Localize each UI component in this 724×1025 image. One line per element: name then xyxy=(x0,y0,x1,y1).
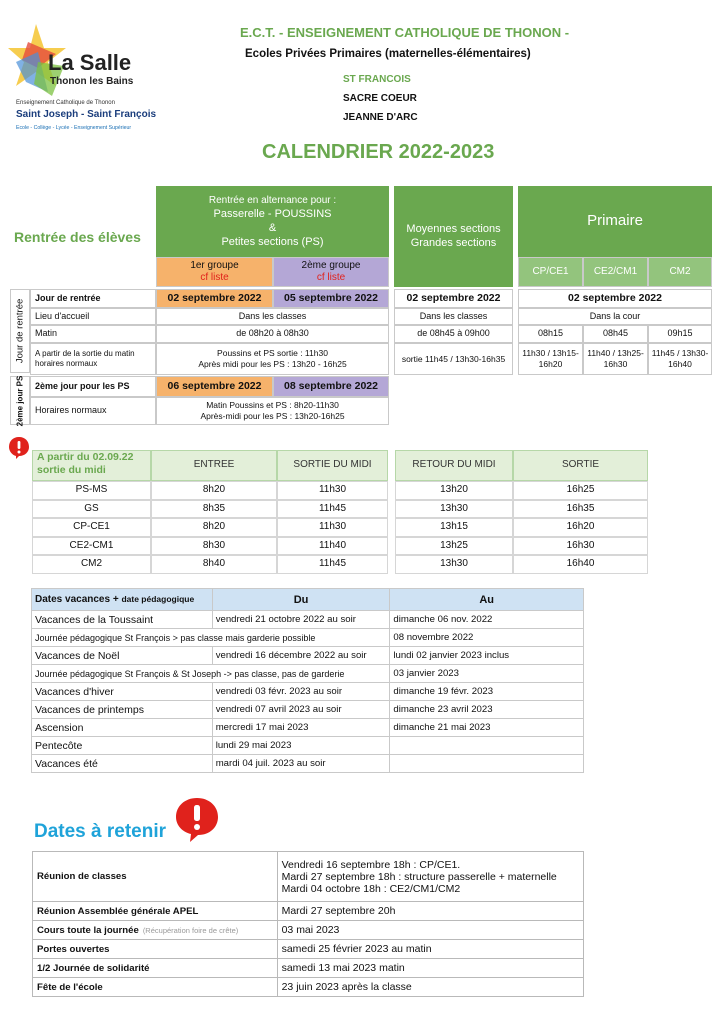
vacances-header-au: Au xyxy=(390,589,584,611)
horaires-header-sortie-midi: SORTIE DU MIDI xyxy=(277,450,388,481)
vacances-header-du: Du xyxy=(212,589,390,611)
horaires-cell-sortie-midi: 11h30 xyxy=(277,518,388,537)
vacances-au: dimanche 21 mai 2023 xyxy=(390,719,584,737)
retenir-label-cell xyxy=(33,959,278,978)
rentree-title: Rentrée des élèves xyxy=(14,229,141,245)
g2-2eme-date: 08 septembre 2022 xyxy=(273,376,389,397)
retenir-value-line: 23 juin 2023 après la classe xyxy=(281,981,412,993)
group2-label: 2ème groupe xyxy=(301,259,361,271)
prim-date: 02 septembre 2022 xyxy=(518,289,712,308)
ps-sortie-line1: Poussins et PS sortie : 11h30 xyxy=(217,348,328,359)
side-label-jour: Jour de rentrée xyxy=(14,298,26,364)
vacances-row xyxy=(32,737,584,755)
vacances-row xyxy=(32,683,584,701)
horaires-header-sortie: SORTIE xyxy=(513,450,648,481)
prim-matin-cm2: 09h15 xyxy=(648,325,712,343)
vacances-au: dimanche 23 avril 2023 xyxy=(390,701,584,719)
retenir-row xyxy=(33,978,584,997)
group-header-line4: Petites sections (PS) xyxy=(221,236,324,249)
retenir-value-line: samedi 25 février 2023 au matin xyxy=(281,943,432,955)
logo-tagline: Enseignement Catholique de Thonon xyxy=(16,100,115,106)
horaires-cell-entree: 8h40 xyxy=(151,555,277,574)
retenir-value xyxy=(277,959,583,978)
ms-matin: de 08h45 à 09h00 xyxy=(394,325,513,343)
retenir-value-line: Mardi 27 septembre 18h : structure passerelle + maternelle xyxy=(281,870,557,883)
retenir-note: (Récupération foire de crête) xyxy=(142,925,239,935)
retenir-label: Portes ouvertes xyxy=(37,943,110,955)
prim-sortie-cp: 11h30 / 13h15-16h20 xyxy=(518,343,583,375)
primaire-class-cp-ce1: CP/CE1 xyxy=(518,257,583,287)
g2-date: 05 septembre 2022 xyxy=(273,289,389,308)
calendar-title: CALENDRIER 2022-2023 xyxy=(262,141,495,163)
ms-sortie: sortie 11h45 / 13h30-16h35 xyxy=(394,343,513,375)
vacances-label: Vacances de la Toussaint xyxy=(32,611,213,629)
page-subtitle: Ecoles Privées Primaires (maternelles-élémentaires) xyxy=(245,48,531,60)
retenir-row xyxy=(33,940,584,959)
side-label-2eme-box xyxy=(10,376,30,425)
horaires-cell-retour: 13h20 xyxy=(395,481,513,500)
vacances-row xyxy=(32,611,584,629)
retenir-label: 1/2 Journée de solidarité xyxy=(37,962,150,974)
school-st-francois: ST FRANCOIS xyxy=(343,74,411,85)
vacances-row xyxy=(32,647,584,665)
school-jeanne-darc: JEANNE D'ARC xyxy=(343,112,418,123)
vacances-du: vendredi 07 avril 2023 au soir xyxy=(212,701,390,719)
logo xyxy=(8,22,168,147)
alert-icon-small xyxy=(8,436,30,460)
horaires-cell-entree: 8h20 xyxy=(151,518,277,537)
horaires-title-line2: sortie du midi xyxy=(37,464,106,477)
horaires-cell-label: CP-CE1 xyxy=(32,518,151,537)
vacances-du: mercredi 17 mai 2023 xyxy=(212,719,390,737)
horaires-cell-sortie-midi: 11h40 xyxy=(277,537,388,556)
moyennes-line2: Grandes sections xyxy=(410,236,497,249)
retenir-label-cell xyxy=(33,902,278,921)
retenir-label: Cours toute la journée xyxy=(37,924,139,936)
ps-matin: de 08h20 à 08h30 xyxy=(156,325,389,343)
retenir-value xyxy=(277,921,583,940)
row-label-2eme: 2ème jour pour les PS xyxy=(30,376,156,397)
group-header-line1: Rentrée en alternance pour : xyxy=(208,194,337,206)
horaires-cell-label: CM2 xyxy=(32,555,151,574)
vacances-row xyxy=(32,701,584,719)
horaires-header-retour-midi: RETOUR DU MIDI xyxy=(395,450,513,481)
vacances-header-main: Dates vacances + xyxy=(35,594,119,605)
row-label-lieu: Lieu d'accueil xyxy=(30,308,156,325)
retenir-row xyxy=(33,959,584,978)
prim-sortie-ce2: 11h40 / 13h25-16h30 xyxy=(583,343,648,375)
retenir-value xyxy=(277,852,583,902)
vacances-row xyxy=(32,755,584,773)
prim-sortie-cm2: 11h45 / 13h30-16h40 xyxy=(648,343,712,375)
ms-lieu: Dans les classes xyxy=(394,308,513,325)
group-header-line3: & xyxy=(268,221,277,234)
logo-levels: Ecole - Collège - Lycée - Enseignement Supérieur xyxy=(16,125,132,131)
vacances-du: vendredi 16 décembre 2022 au soir xyxy=(212,647,390,665)
group-header xyxy=(156,186,389,257)
horaires-cell-retour: 13h30 xyxy=(395,500,513,519)
page-title: E.C.T. - ENSEIGNEMENT CATHOLIQUE DE THONON - xyxy=(240,25,570,40)
horaires-cell-sortie-midi: 11h45 xyxy=(277,500,388,519)
side-label-2eme: 2ème jour PS xyxy=(15,375,24,426)
vacances-label: Vacances été xyxy=(32,755,213,773)
prim-matin-ce2: 08h45 xyxy=(583,325,648,343)
ms-date: 02 septembre 2022 xyxy=(394,289,513,308)
retenir-row xyxy=(33,902,584,921)
school-sacre-coeur: SACRE COEUR xyxy=(343,93,417,104)
horaires-title-line1: A partir du 02.09.22 xyxy=(37,451,134,463)
vacances-label: Vacances de Noël xyxy=(32,647,213,665)
retenir-row xyxy=(33,921,584,940)
vacances-label: Journée pédagogique St François > pas classe mais garderie possible xyxy=(32,629,390,647)
vacances-header-label xyxy=(32,589,213,611)
horaires-cell-label: CE2-CM1 xyxy=(32,537,151,556)
horaires-cell-sortie: 16h25 xyxy=(513,481,648,500)
vacances-label: Vacances de printemps xyxy=(32,701,213,719)
horaires-title xyxy=(32,450,151,481)
retenir-label: Réunion de classes xyxy=(37,871,127,882)
ps-horaires-line1: Matin Poussins et PS : 8h20-11h30 xyxy=(206,400,339,411)
horaires-cell-retour: 13h30 xyxy=(395,555,513,574)
retenir-value-line: Vendredi 16 septembre 18h : CP/CE1. xyxy=(281,858,461,871)
logo-schools: Saint Joseph - Saint François xyxy=(16,109,157,120)
horaires-cell-sortie: 16h30 xyxy=(513,537,648,556)
retenir-value-line: Mardi 04 octobre 18h : CE2/CM1/CM2 xyxy=(281,882,461,895)
group1-label: 1er groupe xyxy=(190,259,239,271)
vacances-header-small: date pédagogique xyxy=(121,594,195,604)
retenir-title: Dates à retenir xyxy=(34,821,167,842)
vacances-au xyxy=(390,755,584,773)
retenir-label: Fête de l'école xyxy=(37,981,103,993)
horaires-header-entree: ENTREE xyxy=(151,450,277,481)
retenir-value-line: samedi 13 mai 2023 matin xyxy=(281,962,405,974)
retenir-table xyxy=(32,851,584,997)
horaires-cell-entree: 8h30 xyxy=(151,537,277,556)
primaire-header: Primaire xyxy=(518,186,712,257)
vacances-row xyxy=(32,665,584,683)
logo-city: Thonon les Bains xyxy=(50,76,134,87)
retenir-label-cell xyxy=(33,921,278,940)
g1-2eme-date: 06 septembre 2022 xyxy=(156,376,273,397)
vacances-du: vendredi 21 octobre 2022 au soir xyxy=(212,611,390,629)
retenir-label-cell xyxy=(33,852,278,902)
ps-sortie xyxy=(156,343,389,375)
horaires-cell-entree: 8h35 xyxy=(151,500,277,519)
ps-sortie-line2: Après midi pour les PS : 13h20 - 16h25 xyxy=(198,359,347,369)
primaire-class-ce2-cm1: CE2/CM1 xyxy=(583,257,648,287)
vacances-au: dimanche 19 févr. 2023 xyxy=(390,683,584,701)
group-header-line2: Passerelle - POUSSINS xyxy=(213,207,332,220)
g1-date: 02 septembre 2022 xyxy=(156,289,273,308)
group2-header xyxy=(273,257,389,287)
vacances-du: vendredi 03 févr. 2023 au soir xyxy=(212,683,390,701)
vacances-au: dimanche 06 nov. 2022 xyxy=(390,611,584,629)
vacances-au: lundi 02 janvier 2023 inclus xyxy=(390,647,584,665)
retenir-value xyxy=(277,902,583,921)
retenir-label-cell xyxy=(33,978,278,997)
primaire-class-cm2: CM2 xyxy=(648,257,712,287)
retenir-value-line: 03 mai 2023 xyxy=(281,924,340,936)
moyennes-line1: Moyennes sections xyxy=(406,222,501,235)
side-label-jour-box xyxy=(10,289,30,373)
retenir-label-cell xyxy=(33,940,278,959)
group1-header xyxy=(156,257,273,287)
row-label-matin: Matin xyxy=(30,325,156,343)
vacances-row xyxy=(32,719,584,737)
ps-horaires-line2: Après-midi pour les PS : 13h20-16h25 xyxy=(200,411,345,421)
vacances-au xyxy=(390,737,584,755)
horaires-cell-sortie: 16h40 xyxy=(513,555,648,574)
vacances-table xyxy=(31,588,584,773)
retenir-row xyxy=(33,852,584,902)
vacances-label: Vacances d'hiver xyxy=(32,683,213,701)
prim-matin-cp: 08h15 xyxy=(518,325,583,343)
row-label-horaires: Horaires normaux xyxy=(30,397,156,425)
horaires-cell-sortie: 16h20 xyxy=(513,518,648,537)
vacances-label: Journée pédagogique St François & St Joseph -> pas classe, pas de garderie xyxy=(32,665,390,683)
horaires-cell-sortie-midi: 11h30 xyxy=(277,481,388,500)
alert-icon-large xyxy=(174,796,220,844)
vacances-row xyxy=(32,629,584,647)
retenir-value xyxy=(277,978,583,997)
ps-horaires xyxy=(156,397,389,425)
prim-lieu: Dans la cour xyxy=(518,308,712,325)
ps-lieu: Dans les classes xyxy=(156,308,389,325)
row-label-sortie: A partir de la sortie du matin horaires normaux xyxy=(30,343,156,375)
retenir-value-line: Mardi 27 septembre 20h xyxy=(281,905,396,917)
horaires-cell-retour: 13h25 xyxy=(395,537,513,556)
horaires-cell-label: PS-MS xyxy=(32,481,151,500)
group2-note: cf liste xyxy=(316,272,346,283)
row-label-jour: Jour de rentrée xyxy=(30,289,156,308)
retenir-value xyxy=(277,940,583,959)
vacances-du: lundi 29 mai 2023 xyxy=(212,737,390,755)
vacances-du: mardi 04 juil. 2023 au soir xyxy=(212,755,390,773)
moyennes-header xyxy=(394,186,513,287)
vacances-au: 08 novembre 2022 xyxy=(390,629,584,647)
horaires-cell-sortie-midi: 11h45 xyxy=(277,555,388,574)
vacances-label: Pentecôte xyxy=(32,737,213,755)
vacances-au: 03 janvier 2023 xyxy=(390,665,584,683)
group1-note: cf liste xyxy=(200,272,229,283)
horaires-cell-retour: 13h15 xyxy=(395,518,513,537)
horaires-cell-entree: 8h20 xyxy=(151,481,277,500)
retenir-label: Réunion Assemblée générale APEL xyxy=(37,905,199,917)
logo-brand: La Salle xyxy=(48,50,132,75)
horaires-cell-label: GS xyxy=(32,500,151,519)
vacances-label: Ascension xyxy=(32,719,213,737)
horaires-cell-sortie: 16h35 xyxy=(513,500,648,519)
